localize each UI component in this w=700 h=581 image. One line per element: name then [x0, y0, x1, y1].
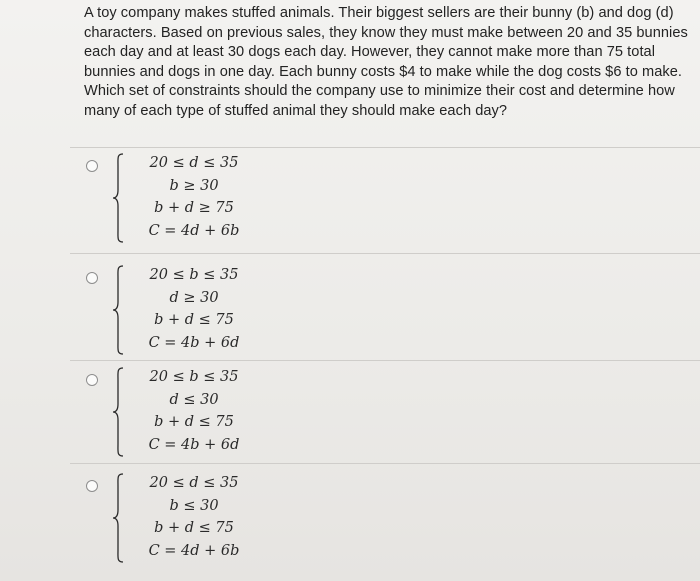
question-text: A toy company makes stuffed animals. Their biggest sellers are their bunny (b) and dog (d) characters. Based on previous sales, they know they must make between 20 and 35 bunnies each day and at least 30 dogs each day. However, they cannot make more than 75 total bunnies and dogs in one day. Each bunny costs $4 to make while the dog costs $6 to make. Which set of constraints should the company use to minimize their cost and determine how many of each type of stuffed animal they should make each day? [84, 5, 688, 119]
radio-button-option-4[interactable] [86, 480, 98, 492]
constraint-line: 20 ≤ d ≤ 35 [149, 155, 239, 171]
constraint-line: b + d ≤ 75 [154, 520, 234, 536]
answer-option-2[interactable] [78, 264, 678, 360]
constraint-system [124, 264, 264, 354]
constraint-line: C = 4b + 6d [148, 436, 240, 453]
constraint-line: b + d ≤ 75 [154, 414, 234, 430]
radio-button-option-1[interactable] [86, 160, 98, 172]
divider [70, 253, 700, 254]
constraint-line: 20 ≤ d ≤ 35 [149, 475, 239, 491]
divider [70, 463, 700, 464]
divider [70, 147, 700, 148]
constraint-line: d ≥ 30 [169, 289, 219, 306]
constraint-system [124, 472, 264, 562]
answer-option-4[interactable] [78, 472, 678, 568]
answer-option-1[interactable] [78, 152, 678, 248]
left-brace-icon [112, 366, 124, 458]
constraint-system [124, 366, 264, 456]
left-brace-icon [112, 264, 124, 356]
constraint-line: b + d ≤ 75 [154, 312, 234, 328]
radio-button-option-3[interactable] [86, 374, 98, 386]
constraint-line: b ≥ 30 [169, 177, 219, 194]
radio-button-option-2[interactable] [86, 272, 98, 284]
constraint-line: 20 ≤ b ≤ 35 [149, 369, 239, 385]
constraint-line: b ≤ 30 [169, 497, 219, 514]
constraint-line: C = 4b + 6d [148, 334, 240, 351]
constraint-system [124, 152, 264, 242]
constraint-line: b + d ≥ 75 [154, 200, 234, 216]
divider [70, 360, 700, 361]
answer-option-3[interactable] [78, 366, 678, 462]
constraint-line: C = 4d + 6b [148, 222, 240, 239]
constraint-line: 20 ≤ b ≤ 35 [149, 267, 239, 283]
left-brace-icon [112, 152, 124, 244]
constraint-line: C = 4d + 6b [148, 542, 240, 559]
left-brace-icon [112, 472, 124, 564]
constraint-line: d ≤ 30 [169, 391, 219, 408]
